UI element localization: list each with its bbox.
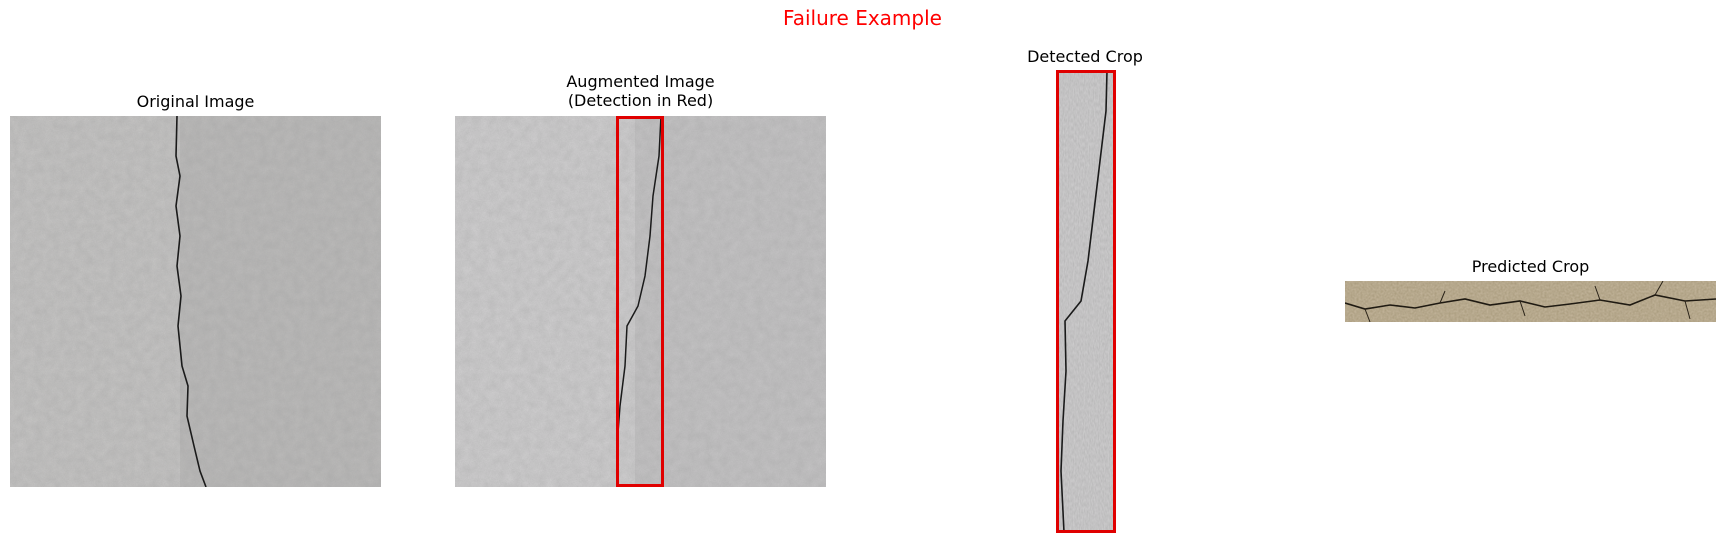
figure-suptitle: Failure Example xyxy=(783,6,942,30)
predicted-crop-image xyxy=(1345,281,1716,322)
augmented-title-line1: Augmented Image xyxy=(566,72,715,91)
predicted-crop-title: Predicted Crop xyxy=(1471,257,1590,276)
augmented-title-line2: (Detection in Red) xyxy=(567,91,714,110)
augmented-image-title xyxy=(455,72,826,110)
concrete-crack-photo xyxy=(10,116,381,487)
original-image xyxy=(10,116,381,487)
detected-crop-title: Detected Crop xyxy=(1027,47,1143,66)
predicted-crop-photo xyxy=(1345,281,1716,322)
detected-crop-border xyxy=(1056,70,1116,533)
detection-bounding-box xyxy=(616,116,664,487)
original-image-title: Original Image xyxy=(136,92,255,111)
